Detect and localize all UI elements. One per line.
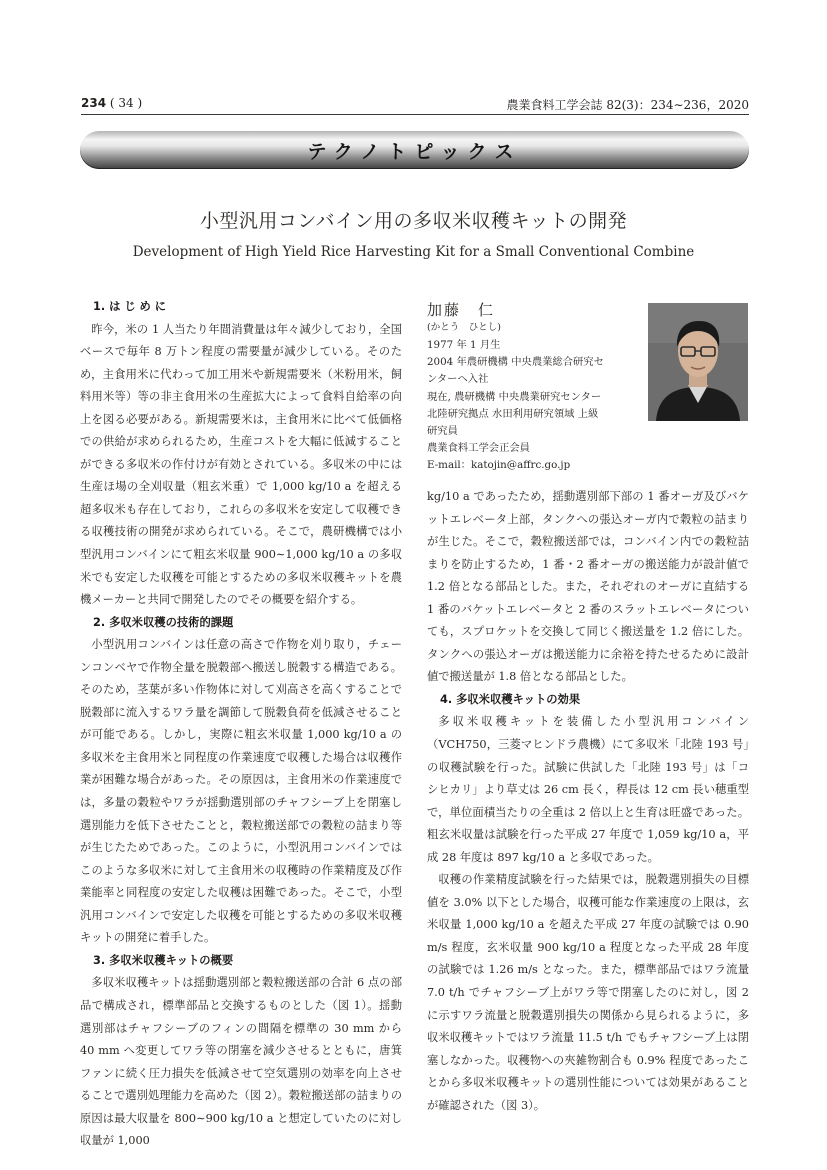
paragraph: 多収米収穫キットを装備した小型汎用コンバイン（VCH750，三菱マヒンドラ農機）にて多収米「北陸 193 号」の収穫試験を行った。試験に供試した「北陸 193 号」は「コシヒカリ」より草丈は 26 cm 長く，稈長は 12 cm 長い穂重型で，単位面積当たりの全重は 2 倍以上と生育は旺盛であった。粗玄米収量は試験を行った平成 27 年度で 1,059 kg/10 a，平成 28 年度は 897 kg/10 a と多収であった。 — [427, 715, 749, 864]
paragraph: kg/10 a であったため，揺動選別部下部の 1 番オーガ及びバケットエレベータ上部，タンクへの張込オーガ内で穀粒の詰まりが生じた。そこで，穀粒搬送部では，コンバイン内での穀粒詰まりを防止するため，1 番・2 番オーガの搬送能力が設計値で 1.2 倍となる部品とした。また，それぞれのオーガに直結する 1 番のバケットエレベータと 2 番のスラットエレベータについても，スプロケットを交換して同じく搬送量を 1.2 倍にした。タンクへの張込オーガは搬送能力に余裕を持たせるために設計値で搬送量が 1.8 倍となる部品とした。 — [427, 490, 749, 684]
section-banner — [80, 131, 749, 169]
section-heading-3: 3. 多収米収穫キットの概要 — [93, 953, 234, 967]
paragraph: 収穫の作業精度試験を行った結果では，脱穀選別損失の目標値を 3.0% 以下とした場合，収穫可能な作業速度の上限は，玄米収量 1,000 kg/10 a を超えた平成 27 年度の試験では 0.90 m/s 程度，玄米収量 900 kg/10 a 程度となった平成 28 年度の試験では 1.26 m/s となった。また，標準部品ではワラ流量 7.0 t/h でチャフシーブ上がワラ等で閉塞したのに対し，図 2 に示すワラ流量と脱穀選別損失の関係から見られるように，多収米収穫キットではワラ流量 11.5 t/h でもチャフシーブ上は閉塞しなかった。収穫物への夾雑物割合も 0.9% 程度であったことから多収米収穫キットの選別性能については効果があることが確認された（図 3）。 — [427, 873, 749, 1112]
author-bio-line: 北陸研究拠点 水田利用研究領域 上級 — [427, 407, 599, 420]
section-heading-1: 1. は じ め に — [93, 300, 167, 313]
author-name-reading: (かとう ひとし) — [427, 322, 501, 333]
right-column — [427, 486, 749, 1117]
author-name: 加藤 仁 — [427, 301, 496, 319]
running-header — [81, 94, 749, 114]
author-bio-line: 農業食料工学会正会員 — [427, 442, 530, 455]
section-heading-4: 4. 多収米収穫キットの効果 — [440, 692, 581, 706]
page-number: 234 ( 34 ) — [81, 96, 143, 110]
author-photo — [648, 303, 748, 421]
article-title-english: Development of High Yield Rice Harvesting Kit for a Small Conventional Combine — [132, 244, 695, 260]
banner-label: テクノトピックス — [307, 141, 522, 163]
portrait-illustration — [648, 303, 748, 421]
author-email: E-mail：katojin@affrc.go.jp — [427, 459, 571, 472]
left-column — [80, 296, 402, 1153]
author-bio-line: 研究員 — [427, 425, 458, 438]
author-bio-line: ンターへ入社 — [427, 373, 489, 386]
article-title-japanese: 小型汎用コンバイン用の多収米収穫キットの開発 — [199, 210, 628, 232]
section-heading-2: 2. 多収米収穫の技術的課題 — [93, 615, 234, 629]
author-bio-line: 2004 年農研機構 中央農業総合研究セ — [427, 356, 604, 369]
header-rule — [81, 114, 749, 115]
paragraph: 多収米収穫キットは揺動選別部と穀粒搬送部の合計 6 点の部品で構成され，標準部品と交換するものとした（図 1）。揺動選別部はチャフシーブのフィンの間隔を標準の 30 mm から 40 mm へ変更してワラ等の閉塞を減少させるとともに，唐箕ファンに続く圧力損失を低減させて空気選別の効率を向上させることで選別処理能力を高めた（図 2）。穀粒搬送部の詰まりの原因は最大収量を 800∼900 kg/10 a と想定していたのに対し収量が 1,000 — [80, 976, 402, 1148]
paragraph: 小型汎用コンバインは任意の高さで作物を刈り取り，チェーンコンベヤで作物全量を脱穀部へ搬送し脱穀する構造である。そのため，茎葉が多い作物体に対して刈高さを高くすることで脱穀部に流入するワラ量を調節して脱穀負荷を低減させることが可能である。しかし，実際に粗玄米収量 1,000 kg/10 a の多収米を主食用米と同程度の作業速度で収穫した場合は収穫作業が困難な場合があった。その原因は，主食用米の作業速度では，多量の穀粒やワラが揺動選別部のチャフシーブ上を閉塞し選別能力を低下させたことと，穀粒搬送部での穀粒の詰まり等が生じたためであった。このように，小型汎用コンバインではこのような多収米に対して主食用米の収穫時の作業精度及び作業能率と同程度の安定した収穫は困難であった。そこで，小型汎用コンバインで安定した収穫を可能とするための多収米収穫キットの開発に着手した。 — [80, 638, 402, 945]
author-bio-line: 現在, 農研機構 中央農業研究センター — [427, 390, 602, 403]
author-bio-line: 1977 年 1 月生 — [427, 339, 501, 351]
journal-citation: 農業食料工学会誌 82(3)：234∼236，2020 — [506, 98, 749, 112]
paragraph: 昨今，米の 1 人当たり年間消費量は年々減少しており，全国ベースで毎年 8 万トン程度の需要量が減少している。そのため，主食用米に代わって加工用米や新規需要米（米粉用米，飼料用米等）等の非主食用米の生産拡大によって食料自給率の向上を図る必要がある。新規需要米は，主食用米に比べて低価格での供給が求められるため，生産コストを大幅に低減することができる多収米の作付けが有効とされている。多収米の中には生産ほ場の全刈収量（粗玄米重）で 1,000 kg/10 a を超える超多収米も存在しており，これらの多収米を安定して収穫できる収穫技術の開発が求められている。そこで，農研機構では小型汎用コンバインにて粗玄米収量 900∼1,000 kg/10 a の多収米でも安定した収穫を可能とするための多収米収穫キットを農機メーカーと共同で開発したのでその概要を紹介する。 — [80, 322, 402, 607]
author-profile — [427, 300, 642, 475]
